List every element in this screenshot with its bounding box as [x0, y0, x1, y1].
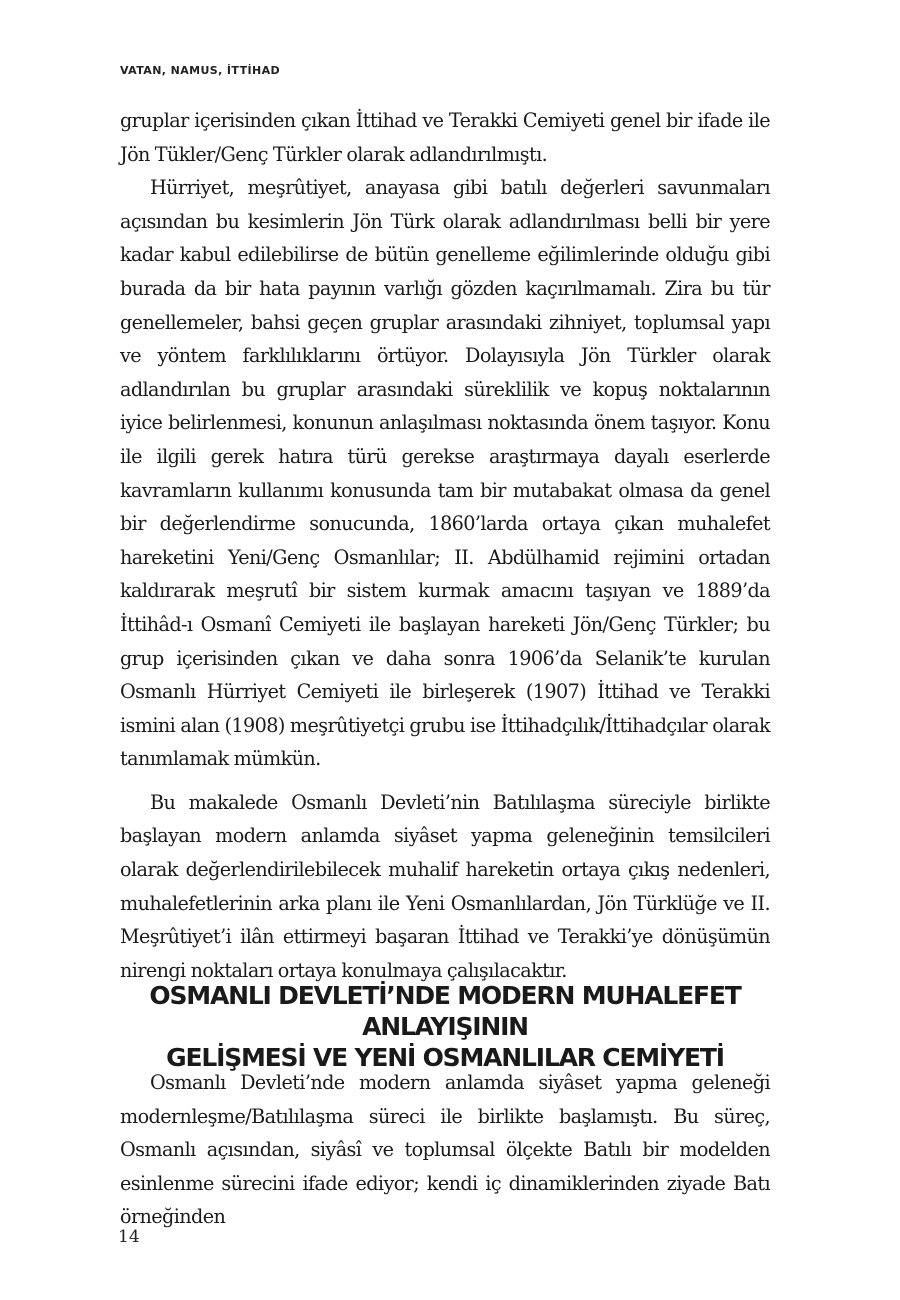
paragraph-3: Bu makalede Osmanlı Devleti’nin Batılılaşma süreciyle birlikte başlayan modern anlamda siyâset yapma geleneğinin temsilcileri olarak değerlendirilebilecek muhalif hareketin ortaya çıkış nedenleri, muhalefetlerinin arka planı ile Yeni Osmanlılardan, Jön Türklüğe ve II. Meşrûtiyet’i ilân ettirmeyi başaran İttihad ve Terakki’ye dönüşümün nirengi noktaları ortaya konulmaya çalışılacaktır.	[120, 790, 770, 982]
page-number: 14	[118, 1227, 140, 1247]
section-heading	[120, 980, 770, 1073]
section-heading-line-1: OSMANLI DEVLETİ’NDE MODERN MUHALEFET ANLAYIŞININ	[149, 981, 741, 1041]
section-heading-line-2: GELİŞMESİ VE YENİ OSMANLILAR CEMİYETİ	[166, 1043, 724, 1072]
paragraph-2: Hürriyet, meşrûtiyet, anayasa gibi batılı değerleri savunmaları açısından bu kesimlerin Jön Türk olarak adlandırılması belli bir yere kadar kabul edilebilirse de bütün genelleme eğilimlerinde olduğu gibi burada da bir hata payının varlığı gözden kaçırılmamalı. Zira bu tür genellemeler, bahsi geçen gruplar arasındaki zihniyet, toplumsal yapı ve yöntem farklılıklarını örtüyor. Dolayısıyla Jön Türkler olarak adlandırılan bu gruplar arasındaki süreklilik ve kopuş noktalarının iyice belirlenmesi, konunun anlaşılması noktasında önem taşıyor. Konu ile ilgili gerek hatıra türü gerekse araştırmaya dayalı eserlerde kavramların kullanımı konusunda tam bir mutabakat olmasa da genel bir değerlendirme sonucunda, 1860’larda ortaya çıkan muhalefet hareketini Yeni/Genç Osmanlılar; II. Abdülhamid rejimini ortadan kaldırarak meşrutî bir sistem kurmak amacını taşıyan ve 1889’da İttihâd-ı Osmanî Cemiyeti ile başlayan hareketi Jön/Genç Türkler; bu grup içerisinden çıkan ve daha sonra 1906’da Selanik’te kurulan Osmanlı Hürriyet Cemiyeti ile birleşerek (1907) İttihad ve Terakki ismini alan (1908) meşrûtiyetçi grubu ise İttihadçılık/İttihadçılar olarak tanımlamak mümkün.	[120, 176, 770, 771]
paragraph-1: gruplar içerisinden çıkan İttihad ve Terakki Cemiyeti genel bir ifade ile Jön Tükler/Genç Türkler olarak adlandırılmıştı.	[120, 109, 770, 166]
running-header: VATAN, NAMUS, İTTİHAD	[120, 64, 281, 77]
body-text-top	[120, 104, 770, 987]
body-text-section	[120, 1066, 770, 1234]
section-paragraph: Osmanlı Devleti’nde modern anlamda siyâset yapma geleneği modernleşme/Batılılaşma süreci ile birlikte başlamıştı. Bu süreç, Osmanlı açısından, siyâsî ve toplumsal ölçekte Batılı bir modelden esinlenme sürecini ifade ediyor; kendi iç dinamiklerinden ziyade Batı örneğinden	[120, 1071, 770, 1229]
